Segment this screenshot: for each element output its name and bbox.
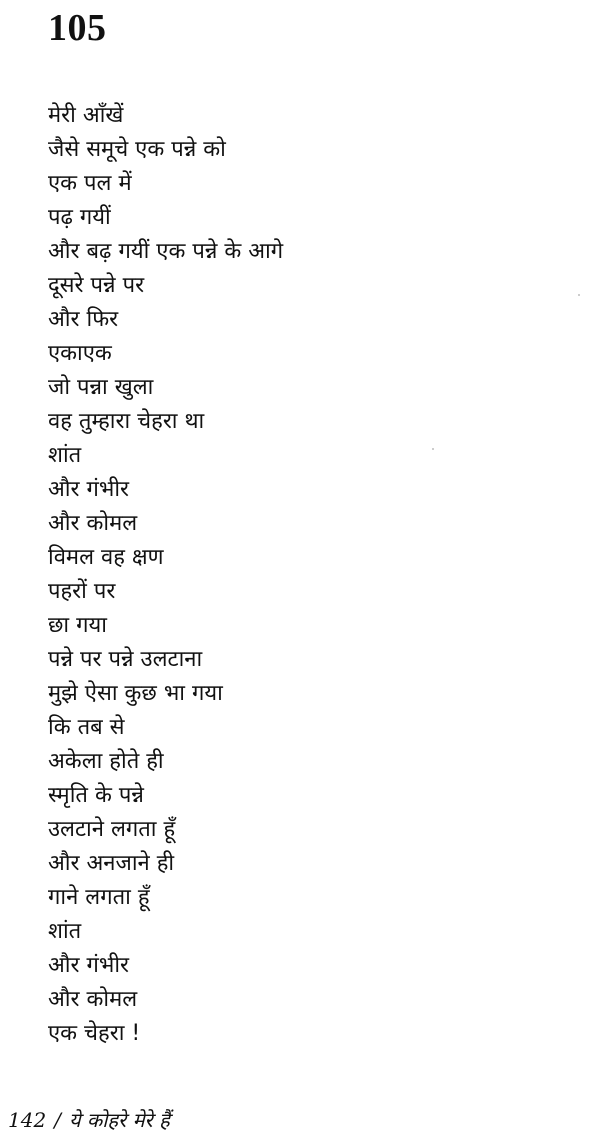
page-number: 142 xyxy=(8,1108,47,1132)
poem-line: जैसे समूचे एक पन्ने को xyxy=(48,137,226,162)
poem-line: और कोमल xyxy=(48,511,138,536)
poem-line: एक चेहरा ! xyxy=(48,1021,141,1046)
poem-line: जो पन्ना खुला xyxy=(48,375,154,400)
poem-line: शांत xyxy=(48,919,82,944)
poem-line: अकेला होते ही xyxy=(48,749,164,774)
poem-line: विमल वह क्षण xyxy=(48,545,164,570)
poem-line: वह तुम्हारा चेहरा था xyxy=(48,409,205,434)
poem-line: स्मृति के पन्ने xyxy=(48,783,144,808)
poem-line: और अनजाने ही xyxy=(48,851,175,876)
poem-line: और गंभीर xyxy=(48,953,130,978)
poem-line: और कोमल xyxy=(48,987,138,1012)
poem-line: छा गया xyxy=(48,613,107,638)
poem-line: कि तब से xyxy=(48,715,125,740)
paper-speck xyxy=(578,294,580,296)
paper-speck xyxy=(432,448,434,450)
poem-line: और गंभीर xyxy=(48,477,130,502)
poem-line: पन्ने पर पन्ने उलटाना xyxy=(48,647,203,672)
poem-line: और फिर xyxy=(48,307,119,332)
page-footer xyxy=(8,1106,170,1134)
poem-line: एकाएक xyxy=(48,341,112,366)
footer-separator: / xyxy=(54,1108,61,1132)
book-title: ये कोहरे मेरे हैं xyxy=(68,1108,170,1132)
poem-line: गाने लगता हूँ xyxy=(48,885,150,910)
poem-line: मेरी आँखें xyxy=(48,103,124,128)
poem-line: शांत xyxy=(48,443,82,468)
poem-line: पहरों पर xyxy=(48,579,116,604)
poem-line: उलटाने लगता हूँ xyxy=(48,817,176,842)
poem-number: 105 xyxy=(48,7,107,49)
poem-line: एक पल में xyxy=(48,171,132,196)
poem-line: और बढ़ गयीं एक पन्ने के आगे xyxy=(48,239,284,264)
poem-line: पढ़ गयीं xyxy=(48,205,111,230)
poem-line: मुझे ऐसा कुछ भा गया xyxy=(48,681,223,706)
poem-body xyxy=(48,99,568,1051)
poem-line: दूसरे पन्ने पर xyxy=(48,273,145,298)
